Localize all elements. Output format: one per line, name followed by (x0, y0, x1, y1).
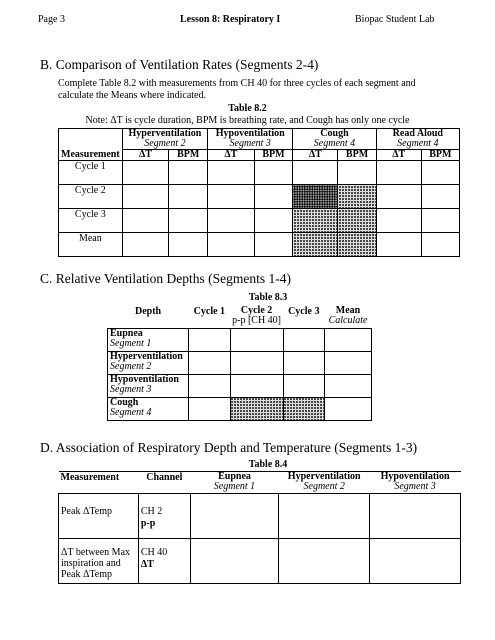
col-sub: Calculate (328, 315, 368, 326)
table-row (59, 539, 461, 584)
input-cell[interactable] (208, 209, 254, 233)
table-8-4-caption: Table 8.4 (248, 459, 288, 470)
input-cell[interactable] (190, 494, 279, 539)
input-cell[interactable] (122, 209, 169, 233)
input-cell[interactable] (230, 351, 283, 374)
table-row (108, 374, 372, 397)
input-cell[interactable] (325, 351, 372, 374)
input-cell[interactable] (169, 233, 208, 257)
input-cell[interactable] (376, 233, 421, 257)
row-measurement: ΔT between Max inspiration and Peak ΔTemp (59, 539, 139, 584)
input-cell[interactable] (279, 539, 370, 584)
group-segment: Segment 4 (313, 138, 356, 149)
measurement-header: Measurement (59, 472, 139, 494)
channel-header: Channel (138, 472, 190, 494)
section-c-title: C. Relative Ventilation Depths (Segments 1-4) (40, 271, 291, 286)
table-8-3 (107, 306, 372, 421)
input-cell[interactable] (122, 233, 169, 257)
col-segment: Segment 3 (394, 481, 436, 492)
col-header (325, 306, 372, 328)
group-header (122, 129, 207, 150)
input-cell[interactable] (254, 209, 293, 233)
table-row (108, 351, 372, 374)
input-cell[interactable] (421, 161, 459, 185)
input-cell[interactable] (169, 161, 208, 185)
bpm-header: BPM (169, 150, 208, 161)
col-title: Hypoventilation (380, 471, 450, 482)
row-name: Eupnea (110, 327, 143, 339)
input-cell[interactable] (122, 161, 169, 185)
table-8-2-caption: Table 8.2 (228, 103, 267, 114)
table-row (108, 328, 372, 351)
channel-name: CH 2 (140, 506, 163, 517)
shaded-cell (338, 185, 376, 209)
shaded-cell (338, 233, 376, 257)
input-cell[interactable] (169, 209, 208, 233)
col-header (190, 472, 279, 494)
bpm-header: BPM (338, 150, 376, 161)
input-cell[interactable] (189, 351, 231, 374)
group-name: Read Aloud (392, 128, 443, 139)
col-header (230, 306, 283, 328)
row-name: Hyperventilation (110, 350, 183, 362)
row-channel (138, 494, 190, 539)
shaded-cell (293, 185, 338, 209)
input-cell[interactable] (370, 539, 461, 584)
shaded-cell (230, 397, 283, 420)
section-b-instructions: Complete Table 8.2 with measurements from CH 40 for three cycles of each segment and calculate the Means where indicated. (58, 78, 416, 101)
channel-unit: ΔT (140, 559, 154, 570)
col-header (279, 472, 370, 494)
input-cell[interactable] (370, 494, 461, 539)
group-segment: Segment 4 (397, 138, 439, 149)
channel-name: CH 40 (140, 547, 168, 558)
col-sub: p-p [CH 40] (232, 315, 282, 326)
input-cell[interactable] (283, 351, 325, 374)
group-header (208, 129, 293, 150)
dt-header: ΔT (208, 150, 254, 161)
section-d-title: D. Association of Respiratory Depth and Temperature (Segments 1-3) (40, 440, 418, 455)
table-row (59, 161, 460, 185)
row-segment: Segment 3 (110, 383, 152, 395)
input-cell[interactable] (376, 209, 421, 233)
bpm-header: BPM (254, 150, 293, 161)
col-segment: Segment 2 (303, 481, 345, 492)
input-cell[interactable] (208, 233, 254, 257)
measurement-header: Measurement (59, 150, 123, 161)
input-cell[interactable] (376, 185, 421, 209)
shaded-cell (293, 233, 338, 257)
input-cell[interactable] (325, 328, 372, 351)
col-title: Mean (335, 305, 361, 316)
shaded-cell (283, 397, 325, 420)
col-title: Hyperventilation (287, 471, 361, 482)
table-8-2-corner (59, 129, 123, 150)
table-row (59, 209, 460, 233)
page-number: Page 3 (38, 14, 65, 25)
table-row (59, 185, 460, 209)
col-header: Cycle 1 (193, 306, 226, 317)
input-cell[interactable] (421, 233, 459, 257)
row-channel (138, 539, 190, 584)
dt-header: ΔT (122, 150, 169, 161)
input-cell[interactable] (325, 397, 372, 420)
group-name: Cough (320, 128, 349, 139)
row-name: Hypoventilation (110, 373, 179, 385)
input-cell[interactable] (338, 161, 376, 185)
col-header: Cycle 3 (288, 306, 320, 317)
table-row (59, 494, 461, 539)
table-8-4 (58, 471, 461, 584)
depth-header: Depth (135, 306, 162, 317)
table-8-3-caption: Table 8.3 (248, 292, 288, 303)
input-cell[interactable] (283, 374, 325, 397)
row-label: Cycle 2 (59, 185, 123, 209)
row-label (108, 374, 189, 397)
input-cell[interactable] (208, 161, 254, 185)
col-title: Eupnea (218, 471, 251, 482)
group-name: Hypoventilation (215, 128, 285, 139)
table-row (108, 397, 372, 420)
row-label (108, 397, 189, 420)
input-cell[interactable] (293, 161, 338, 185)
row-label: Mean (59, 233, 123, 257)
input-cell[interactable] (421, 185, 459, 209)
input-cell[interactable] (190, 539, 279, 584)
input-cell[interactable] (279, 494, 370, 539)
row-label (108, 351, 189, 374)
input-cell[interactable] (376, 161, 421, 185)
input-cell[interactable] (254, 161, 293, 185)
shaded-cell (338, 209, 376, 233)
row-segment: Segment 2 (110, 360, 152, 372)
table-8-2 (58, 128, 460, 257)
input-cell[interactable] (189, 397, 231, 420)
input-cell[interactable] (189, 374, 231, 397)
dt-header: ΔT (293, 150, 338, 161)
group-header (376, 129, 459, 150)
row-segment: Segment 4 (110, 406, 152, 418)
col-segment: Segment 1 (213, 481, 256, 492)
input-cell[interactable] (169, 185, 208, 209)
input-cell[interactable] (254, 185, 293, 209)
section-b-title: B. Comparison of Ventilation Rates (Segments 2-4) (40, 57, 319, 72)
row-segment: Segment 1 (110, 337, 152, 349)
dt-header: ΔT (376, 150, 421, 161)
input-cell[interactable] (325, 374, 372, 397)
input-cell[interactable] (421, 209, 459, 233)
shaded-cell (293, 209, 338, 233)
lab-name: Biopac Student Lab (355, 14, 435, 25)
input-cell[interactable] (230, 374, 283, 397)
group-header (293, 129, 376, 150)
input-cell[interactable] (189, 328, 231, 351)
row-label: Cycle 3 (59, 209, 123, 233)
input-cell[interactable] (122, 185, 169, 209)
group-segment: Segment 2 (144, 138, 186, 149)
input-cell[interactable] (208, 185, 254, 209)
group-segment: Segment 3 (229, 138, 271, 149)
lesson-title: Lesson 8: Respiratory I (180, 14, 281, 25)
row-label (108, 328, 189, 351)
channel-unit: p-p (140, 518, 156, 529)
input-cell[interactable] (254, 233, 293, 257)
col-header (370, 472, 461, 494)
row-measurement: Peak ΔTemp (59, 494, 139, 539)
col-title: Cycle 2 (240, 305, 273, 316)
input-cell[interactable] (283, 328, 325, 351)
row-name: Cough (110, 396, 139, 408)
table-row (59, 233, 460, 257)
group-name: Hyperventilation (128, 128, 202, 139)
row-label: Cycle 1 (59, 161, 123, 185)
bpm-header: BPM (421, 150, 459, 161)
table-8-2-note: Note: ΔT is cycle duration, BPM is breathing rate, and Cough has only one cycle (85, 115, 410, 126)
input-cell[interactable] (230, 328, 283, 351)
